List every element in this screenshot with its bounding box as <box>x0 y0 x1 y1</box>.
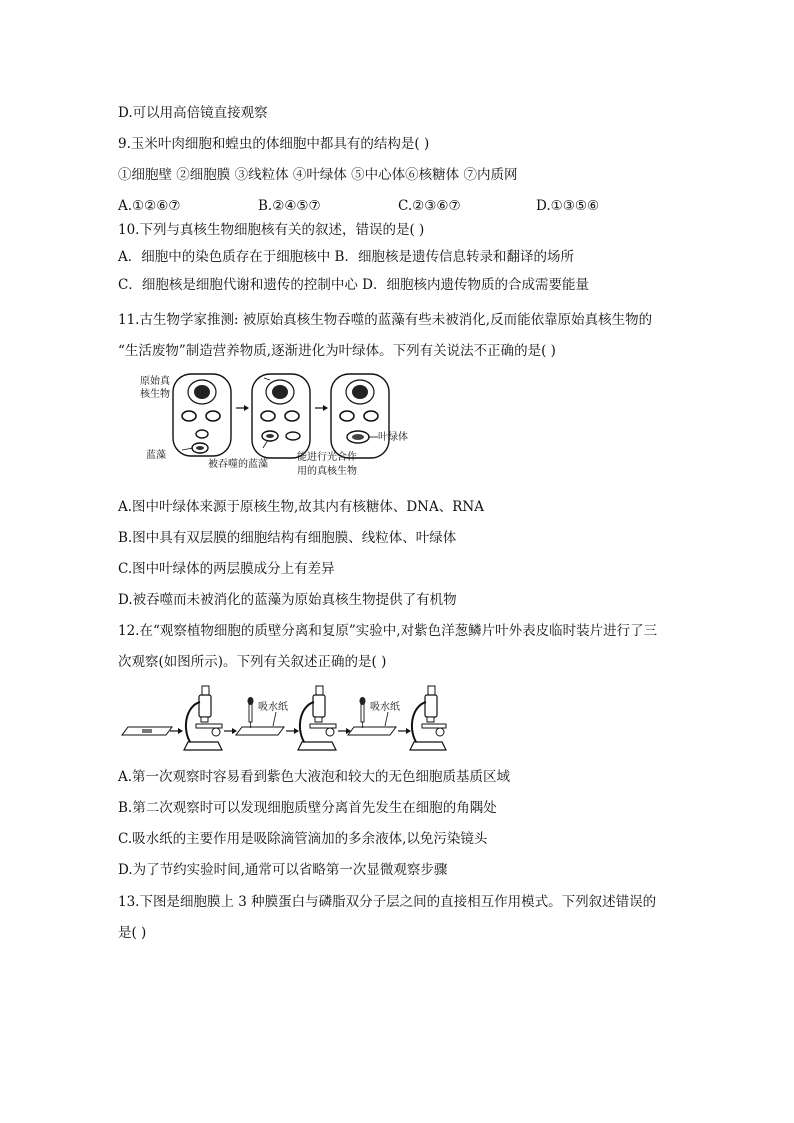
label-cyanobacteria: 蓝藻 <box>146 450 166 461</box>
question-11-option-d: D.被吞噬而未被消化的蓝藻为原始真核生物提供了有机物 <box>118 592 457 608</box>
arrow-a-icon <box>178 728 183 734</box>
label-absorbent-paper-1: 吸水纸 <box>258 702 288 713</box>
microscope-2-icon <box>298 686 336 750</box>
question-11-stem-line2: “生活废物”制造营养物质,逐渐进化为叶绿体。下列有关说法不正确的是( ) <box>118 343 556 359</box>
question-9-items: ①细胞壁 ②细胞膜 ③线粒体 ④叶绿体 ⑤中心体⑥核糖体 ⑦内质网 <box>118 167 518 183</box>
question-12-stem-line2: 次观察(如图所示)。下列有关叙述正确的是( ) <box>118 654 387 670</box>
label-photosynthetic-line2: 用的真核生物 <box>297 466 357 477</box>
label-primitive-line2: 核生物 <box>140 389 170 400</box>
question-8-option-d: D.可以用高倍镜直接观察 <box>118 105 268 121</box>
microscope-3-icon <box>410 686 446 750</box>
question-11-stem-line1: 11.古生物学家推测: 被原始真核生物吞噬的蓝藻有些未被消化,反而能依靠原始真核生物的 <box>118 312 653 328</box>
q9-option-c: C.②③⑥⑦ <box>398 198 461 214</box>
question-10-stem: 10.下列与真核生物细胞核有关的叙述，错误的是( ) <box>118 222 425 238</box>
label-chloroplast: 叶绿体 <box>378 432 408 443</box>
q9-option-d: D.①③⑤⑥ <box>536 198 600 214</box>
question-11-option-c: C.图中叶绿体的两层膜成分上有差异 <box>118 561 335 577</box>
question-12-option-d: D.为了节约实验时间,通常可以省略第一次显微观察步骤 <box>118 862 448 878</box>
label-photosynthetic-line1: 能进行光合作 <box>297 452 357 463</box>
question-12-stem-line1: 12.在“观察植物细胞的质壁分离和复原”实验中,对紫色洋葱鳞片叶外表皮临时装片进行了三 <box>118 623 658 639</box>
plasmolysis-procedure-figure <box>118 680 448 758</box>
arrow-c-icon <box>294 728 299 734</box>
question-11-option-b: B.图中具有双层膜的细胞结构有细胞膜、线粒体、叶绿体 <box>118 530 457 546</box>
cell-2 <box>252 374 310 458</box>
label-primitive-line1: 原始真 <box>140 376 170 387</box>
question-12-option-c: C.吸水纸的主要作用是吸除滴管滴加的多余液体,以免污染镜头 <box>118 831 488 847</box>
question-10-options-row2: C．细胞核是细胞代谢和遗传的控制中心 D．细胞核内遗传物质的合成需要能量 <box>118 277 589 293</box>
cyanobacterium-outside <box>192 443 208 453</box>
question-13-stem-line2: 是( ) <box>118 925 147 941</box>
arrow-1-icon <box>244 405 249 411</box>
label-engulfed: 被吞噬的蓝藻 <box>208 459 268 470</box>
microscope-1-icon <box>184 686 222 750</box>
question-13-stem-line1: 13.下图是细胞膜上 3 种膜蛋白与磷脂双分子层之间的直接相互作用模式。下列叙述错误的 <box>118 894 657 910</box>
q9-option-a: A.①②⑥⑦ <box>118 198 181 214</box>
label-absorbent-paper-2: 吸水纸 <box>370 702 400 713</box>
question-11-option-a: A.图中叶绿体来源于原核生物,故其内有核糖体、DNA、RNA <box>118 499 484 515</box>
endosymbiosis-figure <box>140 370 408 486</box>
arrow-2-icon <box>323 405 328 411</box>
slide-1 <box>122 727 172 735</box>
arrow-e-icon <box>406 728 411 734</box>
question-10-options-row1: A．细胞中的染色质存在于细胞核中 B．细胞核是遗传信息转录和翻译的场所 <box>118 249 574 265</box>
arrow-b-icon <box>232 728 237 734</box>
question-9-stem: 9.玉米叶肉细胞和蝗虫的体细胞中都具有的结构是( ) <box>118 136 430 152</box>
q9-option-b: B.②④⑤⑦ <box>258 198 321 214</box>
cell-3 <box>331 374 389 458</box>
question-12-option-a: A.第一次观察时容易看到紫色大液泡和较大的无色细胞质基质区域 <box>118 769 511 785</box>
question-12-option-b: B.第二次观察时可以发现细胞质壁分离首先发生在细胞的角隅处 <box>118 800 497 816</box>
